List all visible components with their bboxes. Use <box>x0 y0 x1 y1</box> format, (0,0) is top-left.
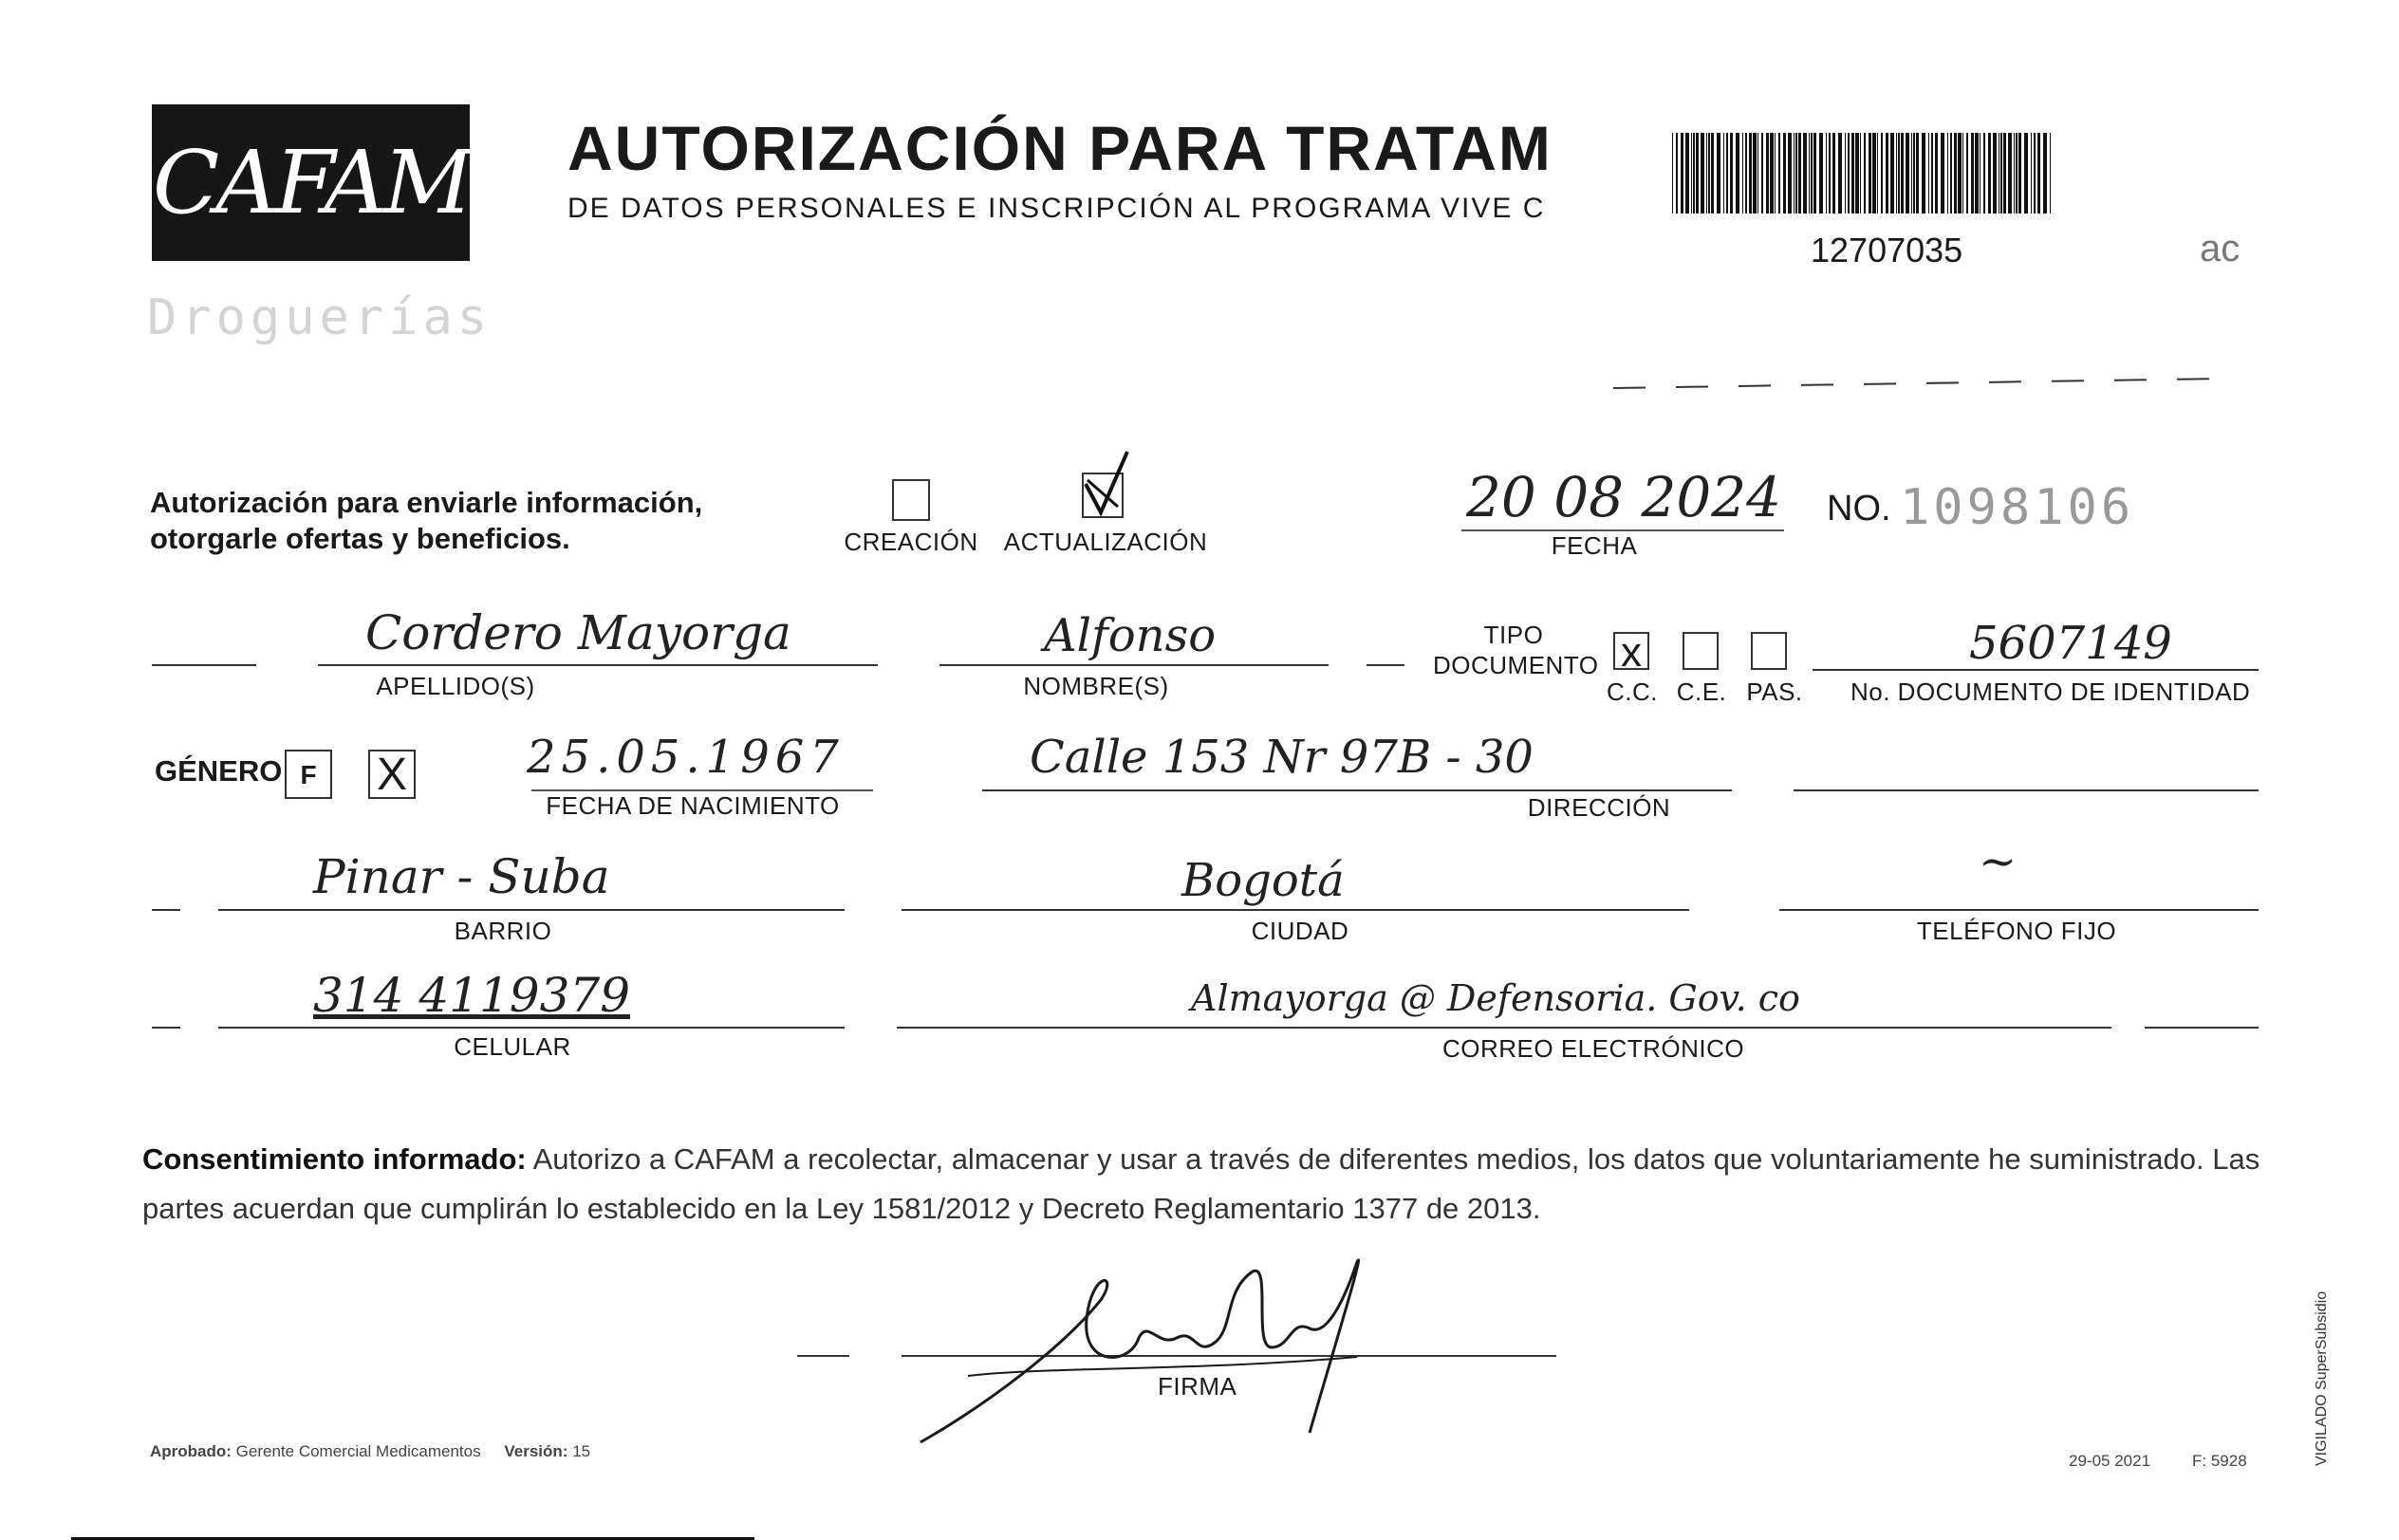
phone-label: TELÉFONO FIJO <box>1916 917 2117 945</box>
address-label: DIRECCIÓN <box>1527 793 1671 822</box>
ce-label: C.E. <box>1676 677 1727 706</box>
update-checkbox[interactable] <box>1082 473 1124 518</box>
birth-date-label: FECHA DE NACIMIENTO <box>546 791 840 820</box>
phone-value: ~ <box>1979 835 2018 888</box>
creation-checkbox[interactable] <box>892 479 930 521</box>
footer-approved <box>150 1442 590 1461</box>
ce-checkbox[interactable] <box>1683 632 1719 670</box>
version-value: 15 <box>572 1442 591 1460</box>
gender-f-checkbox[interactable]: F <box>285 750 332 799</box>
corner-mark: ac <box>2200 228 2241 269</box>
cafam-logo <box>152 104 470 261</box>
surname-line <box>318 664 878 666</box>
logo-text: CAFAM <box>152 132 470 233</box>
footer-date-code: 29-05 2021 <box>2069 1452 2151 1470</box>
birth-date-value: 25.05.1967 <box>527 731 845 784</box>
vigilado-side-text: VIGILADO SuperSubsidio <box>2314 1290 2330 1466</box>
approved-label: Aprobado: <box>150 1442 232 1460</box>
city-line <box>902 909 1689 911</box>
date-value: 20 08 2024 <box>1466 465 1782 529</box>
consent-text: Autorizo a CAFAM a recolectar, almacenar y usar a través de diferentes medios, los datos que voluntariamente he suministrado. Las partes acuerdan que cumplirán lo establecido en la Ley 1581/2012 y Decreto Reglamentario 1377 de 2013. <box>142 1142 2260 1225</box>
city-label: CIUDAD <box>1251 917 1349 945</box>
pas-label: PAS. <box>1746 677 1803 706</box>
phone-line <box>1779 909 2259 911</box>
creation-label: CREACIÓN <box>844 528 978 556</box>
form-subtitle: DE DATOS PERSONALES E INSCRIPCIÓN AL PROGRAMA VIVE C <box>567 193 1546 224</box>
city-value: Bogotá <box>1181 854 1345 907</box>
doc-number-label: No. DOCUMENTO DE IDENTIDAD <box>1850 677 2251 706</box>
auth-line-1: Autorización para enviarle información, <box>150 486 703 519</box>
line-segment <box>2145 1027 2259 1029</box>
cell-line <box>218 1027 845 1029</box>
email-value: Almayorga @ Defensoria. Gov. co <box>1191 977 1800 1019</box>
email-line <box>897 1027 2111 1029</box>
line-segment <box>152 909 180 911</box>
check-mark-icon <box>1080 446 1137 522</box>
barrio-line <box>218 909 845 911</box>
name-value: Alfonso <box>1044 609 1217 662</box>
pas-checkbox[interactable] <box>1751 632 1787 670</box>
address-value: Calle 153 Nr 97B - 30 <box>1030 731 1534 784</box>
barcode-number: 12707035 <box>1811 231 1963 269</box>
line-segment <box>152 664 256 666</box>
no-value: 1098106 <box>1900 479 2135 536</box>
no-label: NO. <box>1827 489 1891 529</box>
handwritten-signature <box>911 1234 1442 1452</box>
date-label: FECHA <box>1551 531 1638 560</box>
approved-value: Gerente Comercial Medicamentos <box>235 1442 481 1460</box>
version-label: Versión: <box>504 1442 568 1460</box>
gender-m-checkbox[interactable]: X <box>368 750 416 799</box>
update-label: ACTUALIZACIÓN <box>1003 528 1208 556</box>
line-segment <box>152 1027 180 1029</box>
barcode <box>1672 133 2056 213</box>
doc-type-label-1: TIPO <box>1483 621 1544 649</box>
form-title: AUTORIZACIÓN PARA TRATAM <box>567 113 1553 183</box>
header-dashed-line <box>1613 375 2221 394</box>
surname-label: APELLIDO(S) <box>376 672 535 700</box>
email-label: CORREO ELECTRÓNICO <box>1442 1034 1745 1063</box>
barrio-value: Pinar - Suba <box>313 849 610 904</box>
cell-value: 314 4119379 <box>313 968 631 1023</box>
cell-label: CELULAR <box>454 1032 571 1061</box>
signature-label: FIRMA <box>1158 1372 1237 1401</box>
doc-type-label-2: DOCUMENTO <box>1433 651 1599 679</box>
gender-label: GÉNERO <box>155 754 283 788</box>
sublogo-faded: Droguerías <box>147 289 493 346</box>
doc-number-value: 5607149 <box>1969 617 2172 670</box>
surname-value: Cordero Mayorga <box>365 605 791 660</box>
cc-checkbox[interactable]: x <box>1613 632 1649 670</box>
consent-paragraph <box>142 1135 2268 1234</box>
consent-heading: Consentimiento informado: <box>142 1142 527 1176</box>
line-segment <box>797 1355 849 1357</box>
barrio-label: BARRIO <box>454 917 552 945</box>
address-line-2 <box>1794 789 2259 791</box>
line-segment <box>1480 1355 1556 1357</box>
footer-form-code: F: 5928 <box>2192 1452 2247 1470</box>
name-line <box>939 664 1329 666</box>
name-label: NOMBRE(S) <box>1023 672 1169 700</box>
auth-line-2: otorgarle ofertas y beneficios. <box>150 522 570 555</box>
cc-label: C.C. <box>1607 677 1658 706</box>
address-line <box>982 789 1732 791</box>
line-segment <box>1367 664 1404 666</box>
